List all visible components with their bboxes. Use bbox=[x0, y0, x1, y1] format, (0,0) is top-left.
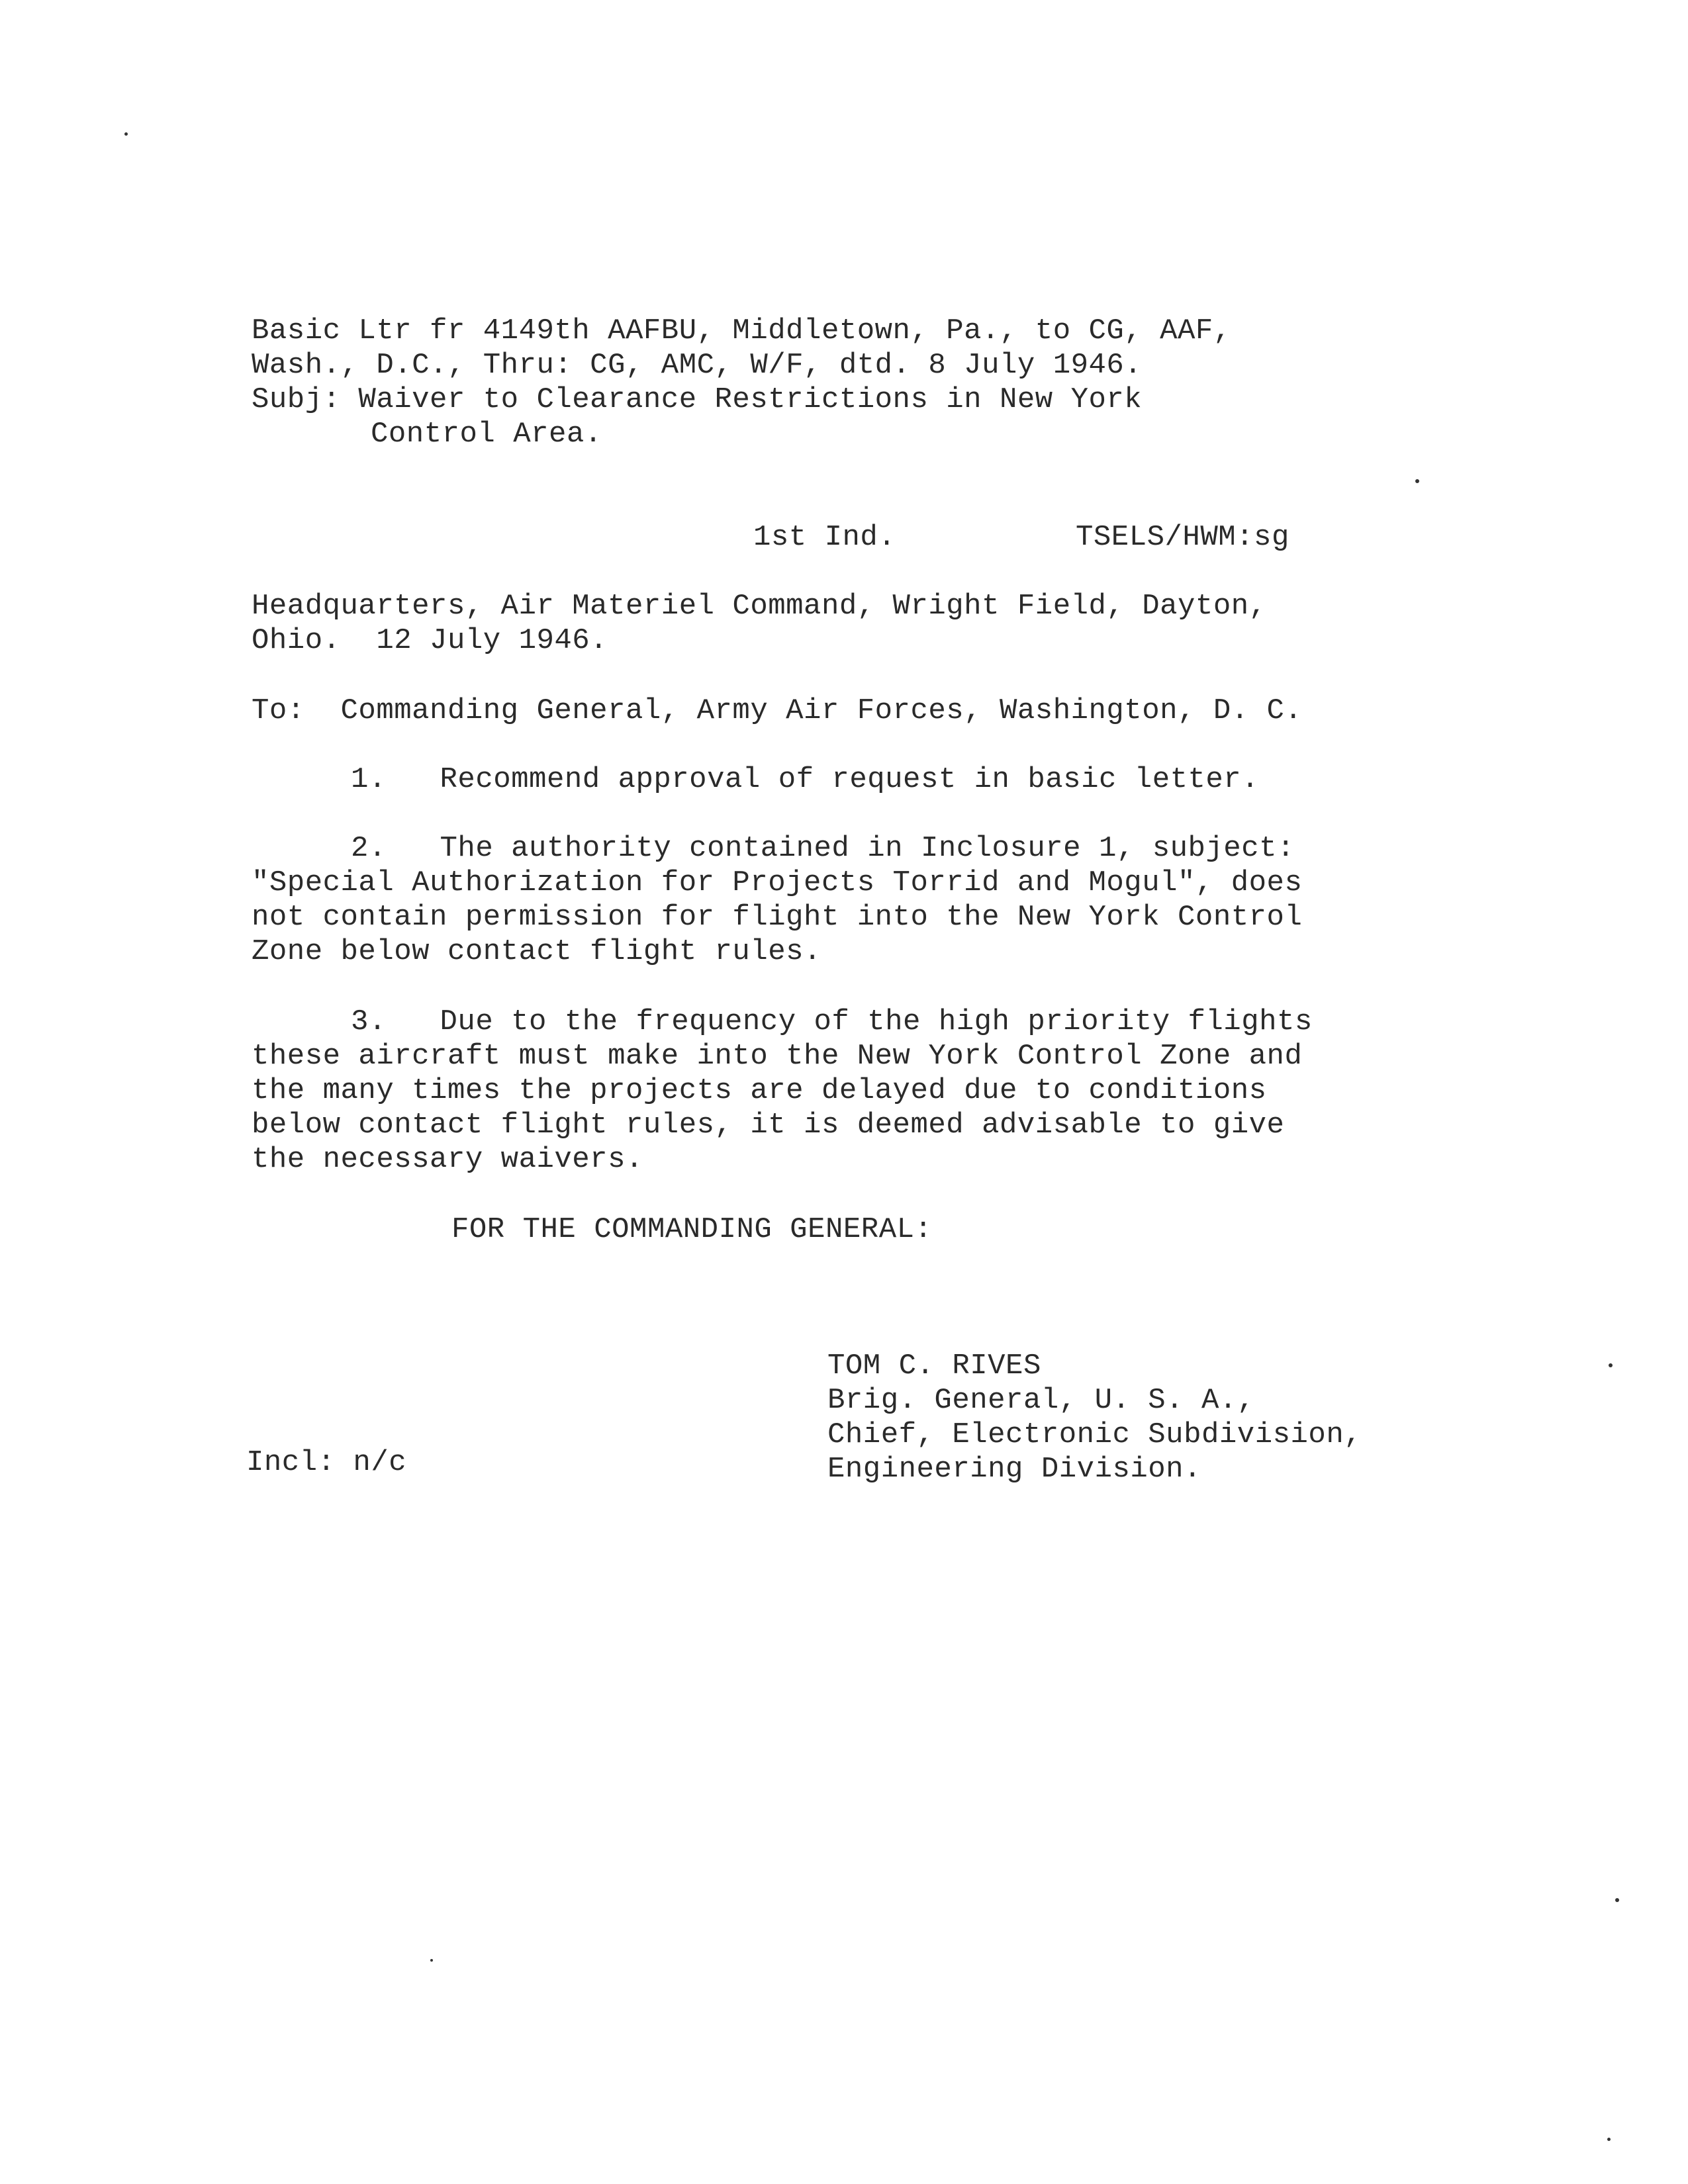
inclosure-note: Incl: n/c bbox=[246, 1446, 407, 1479]
paragraph-1: 1. Recommend approval of request in basic letter. bbox=[351, 763, 1260, 796]
origin-line-2: Ohio. 12 July 1946. bbox=[252, 624, 608, 657]
paragraph-3-line-1: 3. Due to the frequency of the high priority flights bbox=[351, 1005, 1313, 1038]
paragraph-3-line-3: the many times the projects are delayed due to conditions bbox=[252, 1074, 1267, 1107]
basic-letter-line-1: Basic Ltr fr 4149th AAFBU, Middletown, Pa., to CG, AAF, bbox=[252, 314, 1231, 347]
scan-speck bbox=[1609, 1363, 1613, 1367]
subject-line-1: Subj: Waiver to Clearance Restrictions in New York bbox=[252, 383, 1143, 416]
to-line: To: Commanding General, Army Air Forces, Washington, D. C. bbox=[252, 694, 1303, 727]
paragraph-2-line-2: "Special Authorization for Projects Torrid and Mogul", does bbox=[252, 866, 1303, 899]
paragraph-2-line-4: Zone below contact flight rules. bbox=[252, 935, 821, 968]
scan-speck bbox=[1615, 1898, 1619, 1902]
scan-speck bbox=[1607, 2138, 1611, 2141]
signer-title-1: Brig. General, U. S. A., bbox=[827, 1384, 1255, 1417]
paragraph-3-line-5: the necessary waivers. bbox=[252, 1143, 643, 1176]
indorsement-label: 1st Ind. bbox=[753, 521, 896, 554]
scan-speck bbox=[124, 132, 128, 136]
signer-title-3: Engineering Division. bbox=[827, 1453, 1201, 1486]
paragraph-3-line-2: these aircraft must make into the New York Control Zone and bbox=[252, 1040, 1303, 1073]
scan-speck bbox=[1415, 479, 1419, 483]
signer-name: TOM C. RIVES bbox=[827, 1349, 1041, 1383]
scan-speck bbox=[430, 1959, 433, 1962]
paragraph-3-line-4: below contact flight rules, it is deemed advisable to give bbox=[252, 1109, 1285, 1142]
subject-line-2: Control Area. bbox=[371, 418, 602, 451]
paragraph-2-line-1: 2. The authority contained in Inclosure 1, subject: bbox=[351, 832, 1295, 865]
basic-letter-line-2: Wash., D.C., Thru: CG, AMC, W/F, dtd. 8 July 1946. bbox=[252, 349, 1143, 382]
paragraph-2-line-3: not contain permission for flight into the New York Control bbox=[252, 901, 1303, 934]
closing-line: FOR THE COMMANDING GENERAL: bbox=[451, 1213, 933, 1246]
reference-code: TSELS/HWM:sg bbox=[1076, 521, 1289, 554]
origin-line-1: Headquarters, Air Materiel Command, Wright Field, Dayton, bbox=[252, 590, 1267, 623]
signer-title-2: Chief, Electronic Subdivision, bbox=[827, 1418, 1362, 1451]
